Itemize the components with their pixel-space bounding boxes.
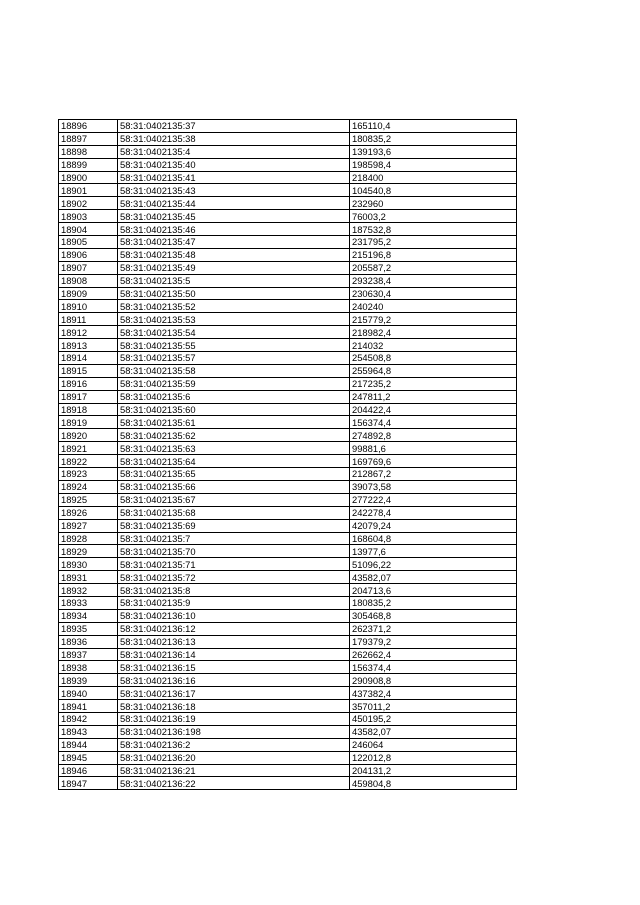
value-cell: 165110,4	[350, 120, 517, 133]
row-number-cell: 18910	[59, 300, 118, 313]
table-row	[59, 364, 517, 377]
cadastral-number-cell: 58:31:0402135:50	[118, 287, 350, 300]
cadastral-number-cell: 58:31:0402135:62	[118, 429, 350, 442]
value-cell: 305468,8	[350, 609, 517, 622]
row-number-cell: 18925	[59, 493, 118, 506]
row-number-cell: 18943	[59, 725, 118, 738]
row-number-cell: 18906	[59, 248, 118, 261]
table-row	[59, 313, 517, 326]
row-number-cell: 18924	[59, 480, 118, 493]
table-row	[59, 300, 517, 313]
value-cell: 357011,2	[350, 700, 517, 713]
table-row	[59, 377, 517, 390]
table-row	[59, 120, 517, 133]
cadastral-number-cell: 58:31:0402135:67	[118, 493, 350, 506]
table-row	[59, 403, 517, 416]
value-cell: 255964,8	[350, 364, 517, 377]
table-row	[59, 674, 517, 687]
value-cell: 39073,58	[350, 480, 517, 493]
row-number-cell: 18928	[59, 532, 118, 545]
row-number-cell: 18900	[59, 171, 118, 184]
cadastral-number-cell: 58:31:0402135:63	[118, 442, 350, 455]
cadastral-number-cell: 58:31:0402135:8	[118, 584, 350, 597]
table-row	[59, 571, 517, 584]
cadastral-number-cell: 58:31:0402135:47	[118, 236, 350, 249]
cadastral-number-cell: 58:31:0402135:41	[118, 171, 350, 184]
value-cell: 459804,8	[350, 777, 517, 790]
value-cell: 76003,2	[350, 210, 517, 223]
value-cell: 231795,2	[350, 236, 517, 249]
cadastral-number-cell: 58:31:0402135:58	[118, 364, 350, 377]
value-cell: 290908,8	[350, 674, 517, 687]
value-cell: 13977,6	[350, 545, 517, 558]
table-row	[59, 442, 517, 455]
value-cell: 262662,4	[350, 648, 517, 661]
value-cell: 218400	[350, 171, 517, 184]
row-number-cell: 18940	[59, 687, 118, 700]
table-row	[59, 145, 517, 158]
cadastral-number-cell: 58:31:0402136:10	[118, 609, 350, 622]
value-cell: 274892,8	[350, 429, 517, 442]
table-row	[59, 197, 517, 210]
value-cell: 247811,2	[350, 390, 517, 403]
table-row	[59, 661, 517, 674]
row-number-cell: 18899	[59, 158, 118, 171]
cadastral-number-cell: 58:31:0402136:20	[118, 751, 350, 764]
value-cell: 254508,8	[350, 352, 517, 365]
cadastral-number-cell: 58:31:0402136:18	[118, 700, 350, 713]
row-number-cell: 18929	[59, 545, 118, 558]
table-row	[59, 132, 517, 145]
value-cell: 246064	[350, 738, 517, 751]
value-cell: 293238,4	[350, 274, 517, 287]
table-row	[59, 429, 517, 442]
value-cell: 242278,4	[350, 506, 517, 519]
cadastral-number-cell: 58:31:0402135:53	[118, 313, 350, 326]
table-row	[59, 480, 517, 493]
cadastral-number-cell: 58:31:0402136:12	[118, 622, 350, 635]
value-cell: 437382,4	[350, 687, 517, 700]
cadastral-number-cell: 58:31:0402136:13	[118, 635, 350, 648]
row-number-cell: 18939	[59, 674, 118, 687]
cadastral-number-cell: 58:31:0402135:72	[118, 571, 350, 584]
value-cell: 198598,4	[350, 158, 517, 171]
cadastral-number-cell: 58:31:0402135:7	[118, 532, 350, 545]
value-cell: 450195,2	[350, 712, 517, 725]
row-number-cell: 18904	[59, 223, 118, 236]
table-row	[59, 493, 517, 506]
row-number-cell: 18922	[59, 455, 118, 468]
row-number-cell: 18905	[59, 236, 118, 249]
cadastral-number-cell: 58:31:0402135:66	[118, 480, 350, 493]
row-number-cell: 18919	[59, 416, 118, 429]
table-row	[59, 326, 517, 339]
cadastral-number-cell: 58:31:0402136:21	[118, 764, 350, 777]
row-number-cell: 18909	[59, 287, 118, 300]
table-row	[59, 223, 517, 236]
row-number-cell: 18916	[59, 377, 118, 390]
cadastral-number-cell: 58:31:0402135:68	[118, 506, 350, 519]
value-cell: 232960	[350, 197, 517, 210]
cadastral-number-cell: 58:31:0402135:40	[118, 158, 350, 171]
table-row	[59, 622, 517, 635]
table-row	[59, 236, 517, 249]
row-number-cell: 18907	[59, 261, 118, 274]
table-row	[59, 777, 517, 790]
table-row	[59, 158, 517, 171]
row-number-cell: 18932	[59, 584, 118, 597]
table-row	[59, 738, 517, 751]
cadastral-number-cell: 58:31:0402135:48	[118, 248, 350, 261]
table-row	[59, 455, 517, 468]
table-row	[59, 210, 517, 223]
value-cell: 204422,4	[350, 403, 517, 416]
row-number-cell: 18942	[59, 712, 118, 725]
value-cell: 214032	[350, 339, 517, 352]
value-cell: 204131,2	[350, 764, 517, 777]
cadastral-number-cell: 58:31:0402135:61	[118, 416, 350, 429]
table-row	[59, 171, 517, 184]
table-row	[59, 545, 517, 558]
table-row	[59, 506, 517, 519]
row-number-cell: 18946	[59, 764, 118, 777]
cadastral-number-cell: 58:31:0402136:14	[118, 648, 350, 661]
cadastral-number-cell: 58:31:0402135:9	[118, 596, 350, 609]
table-row	[59, 519, 517, 532]
row-number-cell: 18898	[59, 145, 118, 158]
table-body	[59, 120, 517, 790]
table-row	[59, 584, 517, 597]
row-number-cell: 18931	[59, 571, 118, 584]
table-row	[59, 635, 517, 648]
cadastral-number-cell: 58:31:0402135:64	[118, 455, 350, 468]
value-cell: 218982,4	[350, 326, 517, 339]
cadastral-number-cell: 58:31:0402135:38	[118, 132, 350, 145]
row-number-cell: 18912	[59, 326, 118, 339]
row-number-cell: 18903	[59, 210, 118, 223]
row-number-cell: 18917	[59, 390, 118, 403]
row-number-cell: 18918	[59, 403, 118, 416]
value-cell: 139193,6	[350, 145, 517, 158]
value-cell: 215779,2	[350, 313, 517, 326]
table-row	[59, 184, 517, 197]
row-number-cell: 18935	[59, 622, 118, 635]
cadastral-number-cell: 58:31:0402135:54	[118, 326, 350, 339]
cadastral-number-cell: 58:31:0402135:43	[118, 184, 350, 197]
cadastral-number-cell: 58:31:0402135:6	[118, 390, 350, 403]
value-cell: 215196,8	[350, 248, 517, 261]
value-cell: 156374,4	[350, 416, 517, 429]
row-number-cell: 18934	[59, 609, 118, 622]
table-row	[59, 287, 517, 300]
value-cell: 180835,2	[350, 132, 517, 145]
value-cell: 240240	[350, 300, 517, 313]
value-cell: 42079,24	[350, 519, 517, 532]
row-number-cell: 18944	[59, 738, 118, 751]
table-row	[59, 274, 517, 287]
cadastral-number-cell: 58:31:0402135:44	[118, 197, 350, 210]
cadastral-number-cell: 58:31:0402135:46	[118, 223, 350, 236]
value-cell: 204713,6	[350, 584, 517, 597]
value-cell: 43582,07	[350, 571, 517, 584]
cadastral-number-cell: 58:31:0402135:70	[118, 545, 350, 558]
value-cell: 169769,6	[350, 455, 517, 468]
value-cell: 43582,07	[350, 725, 517, 738]
row-number-cell: 18945	[59, 751, 118, 764]
cadastral-number-cell: 58:31:0402135:4	[118, 145, 350, 158]
value-cell: 187532,8	[350, 223, 517, 236]
cadastral-number-cell: 58:31:0402135:45	[118, 210, 350, 223]
value-cell: 179379,2	[350, 635, 517, 648]
row-number-cell: 18896	[59, 120, 118, 133]
cadastral-number-cell: 58:31:0402135:71	[118, 558, 350, 571]
row-number-cell: 18915	[59, 364, 118, 377]
table-row	[59, 339, 517, 352]
table-row	[59, 700, 517, 713]
row-number-cell: 18947	[59, 777, 118, 790]
row-number-cell: 18926	[59, 506, 118, 519]
value-cell: 212867,2	[350, 468, 517, 481]
value-cell: 230630,4	[350, 287, 517, 300]
table-row	[59, 596, 517, 609]
table-row	[59, 248, 517, 261]
table-row	[59, 352, 517, 365]
value-cell: 180835,2	[350, 596, 517, 609]
table-row	[59, 751, 517, 764]
cadastral-value-table	[58, 119, 517, 790]
value-cell: 262371,2	[350, 622, 517, 635]
value-cell: 104540,8	[350, 184, 517, 197]
cadastral-number-cell: 58:31:0402135:60	[118, 403, 350, 416]
value-cell: 99881,6	[350, 442, 517, 455]
row-number-cell: 18941	[59, 700, 118, 713]
table-row	[59, 687, 517, 700]
table-row	[59, 261, 517, 274]
value-cell: 122012,8	[350, 751, 517, 764]
cadastral-number-cell: 58:31:0402136:198	[118, 725, 350, 738]
cadastral-number-cell: 58:31:0402135:59	[118, 377, 350, 390]
row-number-cell: 18937	[59, 648, 118, 661]
row-number-cell: 18930	[59, 558, 118, 571]
table-row	[59, 390, 517, 403]
row-number-cell: 18901	[59, 184, 118, 197]
value-cell: 168604,8	[350, 532, 517, 545]
cadastral-number-cell: 58:31:0402135:37	[118, 120, 350, 133]
cadastral-number-cell: 58:31:0402135:5	[118, 274, 350, 287]
row-number-cell: 18933	[59, 596, 118, 609]
cadastral-number-cell: 58:31:0402135:52	[118, 300, 350, 313]
table-row	[59, 648, 517, 661]
cadastral-number-cell: 58:31:0402135:65	[118, 468, 350, 481]
table-row	[59, 712, 517, 725]
row-number-cell: 18923	[59, 468, 118, 481]
row-number-cell: 18921	[59, 442, 118, 455]
row-number-cell: 18920	[59, 429, 118, 442]
row-number-cell: 18902	[59, 197, 118, 210]
row-number-cell: 18914	[59, 352, 118, 365]
cadastral-number-cell: 58:31:0402135:49	[118, 261, 350, 274]
cadastral-number-cell: 58:31:0402136:17	[118, 687, 350, 700]
table-row	[59, 558, 517, 571]
cadastral-number-cell: 58:31:0402136:2	[118, 738, 350, 751]
cadastral-number-cell: 58:31:0402135:69	[118, 519, 350, 532]
cadastral-number-cell: 58:31:0402136:15	[118, 661, 350, 674]
value-cell: 156374,4	[350, 661, 517, 674]
table-row	[59, 764, 517, 777]
table-row	[59, 532, 517, 545]
row-number-cell: 18911	[59, 313, 118, 326]
cadastral-number-cell: 58:31:0402136:22	[118, 777, 350, 790]
table-row	[59, 416, 517, 429]
value-cell: 51096,22	[350, 558, 517, 571]
table-row	[59, 609, 517, 622]
table-row	[59, 468, 517, 481]
row-number-cell: 18908	[59, 274, 118, 287]
row-number-cell: 18913	[59, 339, 118, 352]
cadastral-number-cell: 58:31:0402136:19	[118, 712, 350, 725]
value-cell: 205587,2	[350, 261, 517, 274]
value-cell: 217235,2	[350, 377, 517, 390]
value-cell: 277222,4	[350, 493, 517, 506]
row-number-cell: 18927	[59, 519, 118, 532]
row-number-cell: 18897	[59, 132, 118, 145]
table-row	[59, 725, 517, 738]
cadastral-number-cell: 58:31:0402136:16	[118, 674, 350, 687]
cadastral-number-cell: 58:31:0402135:55	[118, 339, 350, 352]
row-number-cell: 18938	[59, 661, 118, 674]
cadastral-number-cell: 58:31:0402135:57	[118, 352, 350, 365]
row-number-cell: 18936	[59, 635, 118, 648]
